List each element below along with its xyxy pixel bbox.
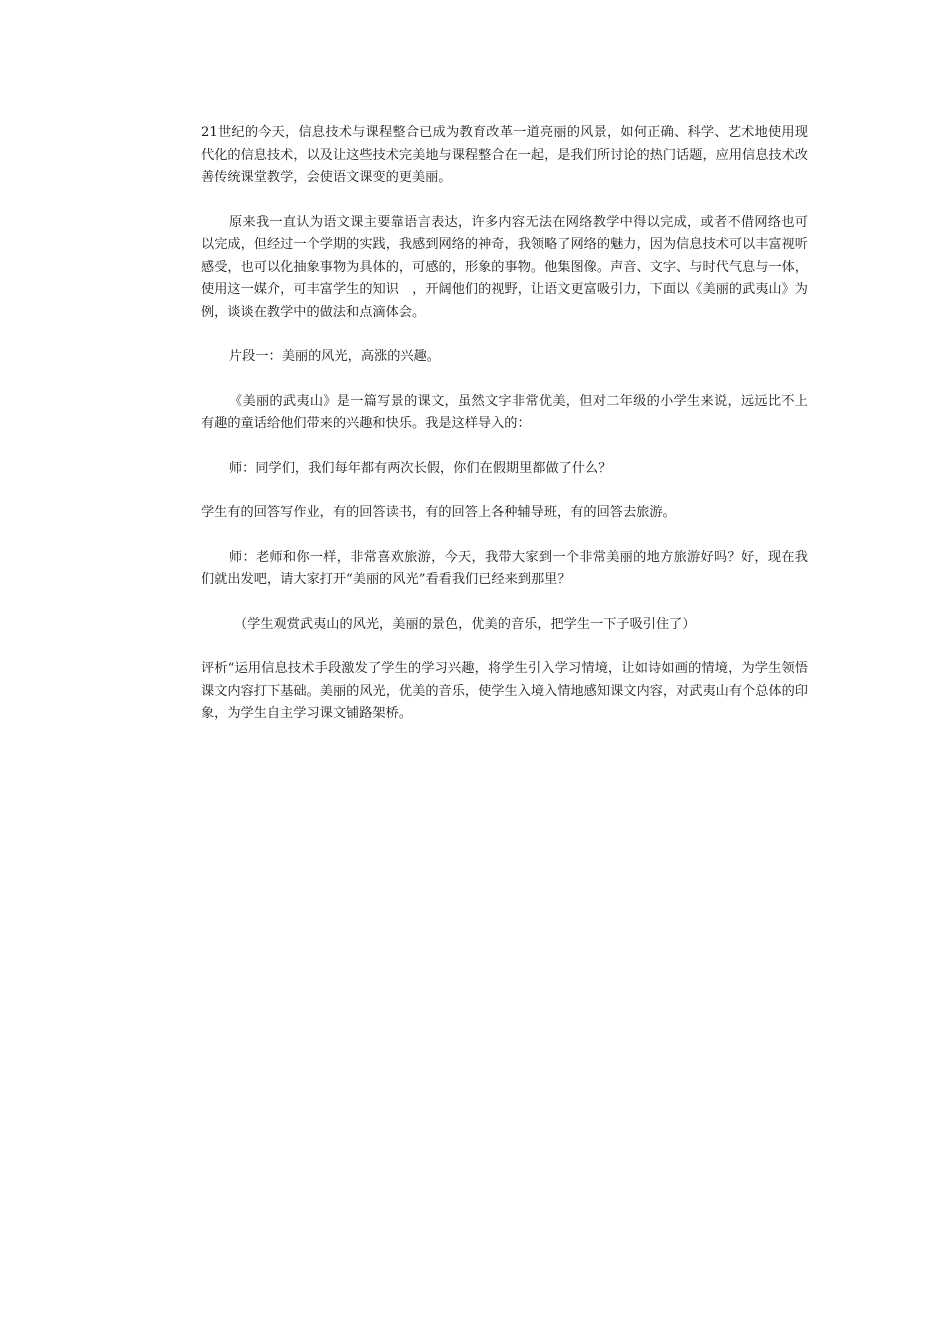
- document-body: [201, 122, 808, 726]
- section-heading: 片段一：美丽的风光，高涨的兴趣。: [229, 349, 440, 364]
- paragraph-commentary: 评析“运用信息技术手段激发了学生的学习兴趣，将学生引入学习情境，让如诗如画的情境，为学生领悟课文内容打下基础。美丽的风光，优美的音乐，使学生入境入情地感知课文内容，对武夷山有个总体的印象，为学生自主学习课文铺路架桥。: [201, 661, 808, 721]
- paragraph-lesson-intro: 《美丽的武夷山》是一篇写景的课文，虽然文字非常优美，但对二年级的小学生来说，远远比不上有趣的童话给他们带来的兴趣和快乐。我是这样导入的：: [201, 393, 808, 431]
- paragraph-reflection: 原来我一直认为语文课主要靠语言表达，许多内容无法在网络教学中得以完成，或者不借网络也可以完成，但经过一个学期的实践，我感到网络的神奇，我领略了网络的魅力，因为信息技术可以丰富视听感受，也可以化抽象事物为具体的，可感的，形象的事物。他集图像。声音、文字、与时代气息与一体，使用这一媒介，可丰富学生的知识 ，开阔他们的视野，让语文更富吸引力，下面以《美丽的武夷山》为例，谈谈在教学中的做法和点滴体会。: [201, 214, 808, 320]
- paragraph-teacher-response: 师：老师和你一样，非常喜欢旅游，今天，我带大家到一个非常美丽的地方旅游好吗？好，现在我们就出发吧，请大家打开“美丽的风光”看看我们已经来到那里？: [201, 549, 808, 587]
- paragraph-teacher-question: 师：同学们，我们每年都有两次长假，你们在假期里都做了什么？: [229, 460, 612, 476]
- paragraph-stage-note: （学生观赏武夷山的风光，美丽的景色，优美的音乐，把学生一下子吸引住了）: [234, 616, 696, 632]
- paragraph-intro: 21世纪的今天，信息技术与课程整合已成为教育改革一道亮丽的风景，如何正确、科学、艺术地使用现代化的信息技术，以及让这些技术完美地与课程整合在一起，是我们所讨论的热门话题，应用信息技术改善传统课堂教学，会使语文课变的更美丽。: [201, 125, 808, 185]
- paragraph-student-answers: 学生有的回答写作业，有的回答读书，有的回答上各种辅导班，有的回答去旅游。: [201, 505, 676, 520]
